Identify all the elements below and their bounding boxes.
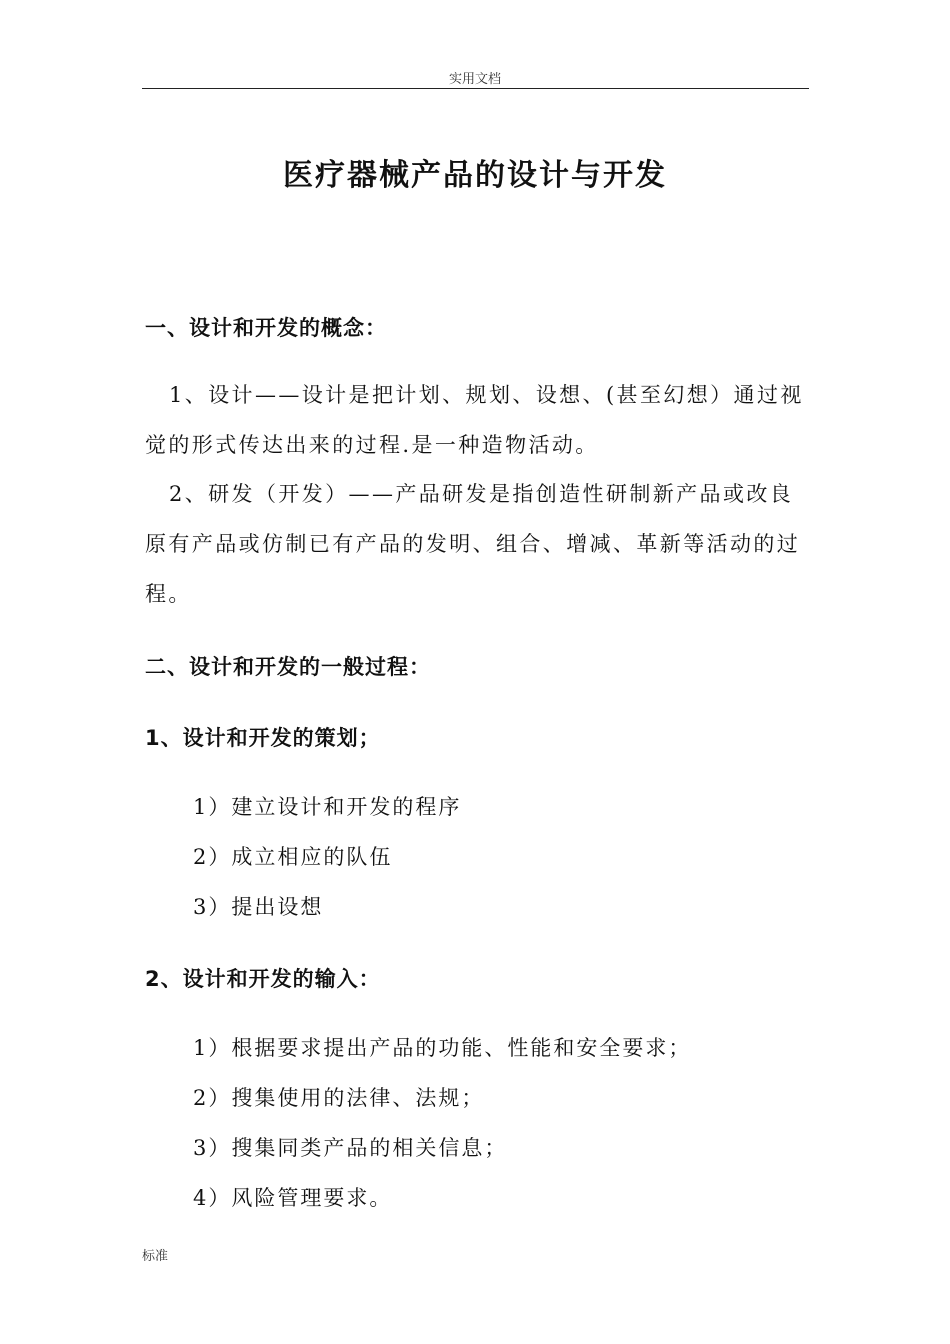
subsection-heading-input: 2、设计和开发的输入： — [145, 967, 381, 991]
page-header: 实用文档 — [448, 72, 501, 87]
page-footer: 标准 — [142, 1249, 169, 1264]
header-divider — [142, 88, 809, 89]
paragraph-design-definition: 1、设计——设计是把计划、规划、设想、(甚至幻想）通过视觉的形式传达出来的过程.是一种造物活动。 — [145, 383, 804, 457]
list-item: 3）搜集同类产品的相关信息； — [193, 1136, 508, 1160]
document-title: 医疗器械产品的设计与开发 — [283, 158, 667, 193]
list-item: 2）搜集使用的法律、法规； — [193, 1086, 485, 1110]
section-heading-concept: 一、设计和开发的概念： — [145, 316, 387, 340]
list-item: 1）根据要求提出产品的功能、性能和安全要求； — [193, 1036, 692, 1060]
paragraph-rnd-definition: 2、研发（开发）——产品研发是指创造性研制新产品或改良原有产品或仿制已有产品的发明、组合、增减、革新等活动的过程。 — [145, 482, 801, 606]
subsection-heading-planning: 1、设计和开发的策划； — [145, 726, 381, 750]
list-item: 2）成立相应的队伍 — [193, 845, 393, 869]
section-heading-process: 二、设计和开发的一般过程： — [145, 655, 431, 679]
list-item: 4）风险管理要求。 — [193, 1186, 393, 1210]
list-item: 1）建立设计和开发的程序 — [193, 795, 462, 819]
list-item: 3）提出设想 — [193, 895, 324, 919]
